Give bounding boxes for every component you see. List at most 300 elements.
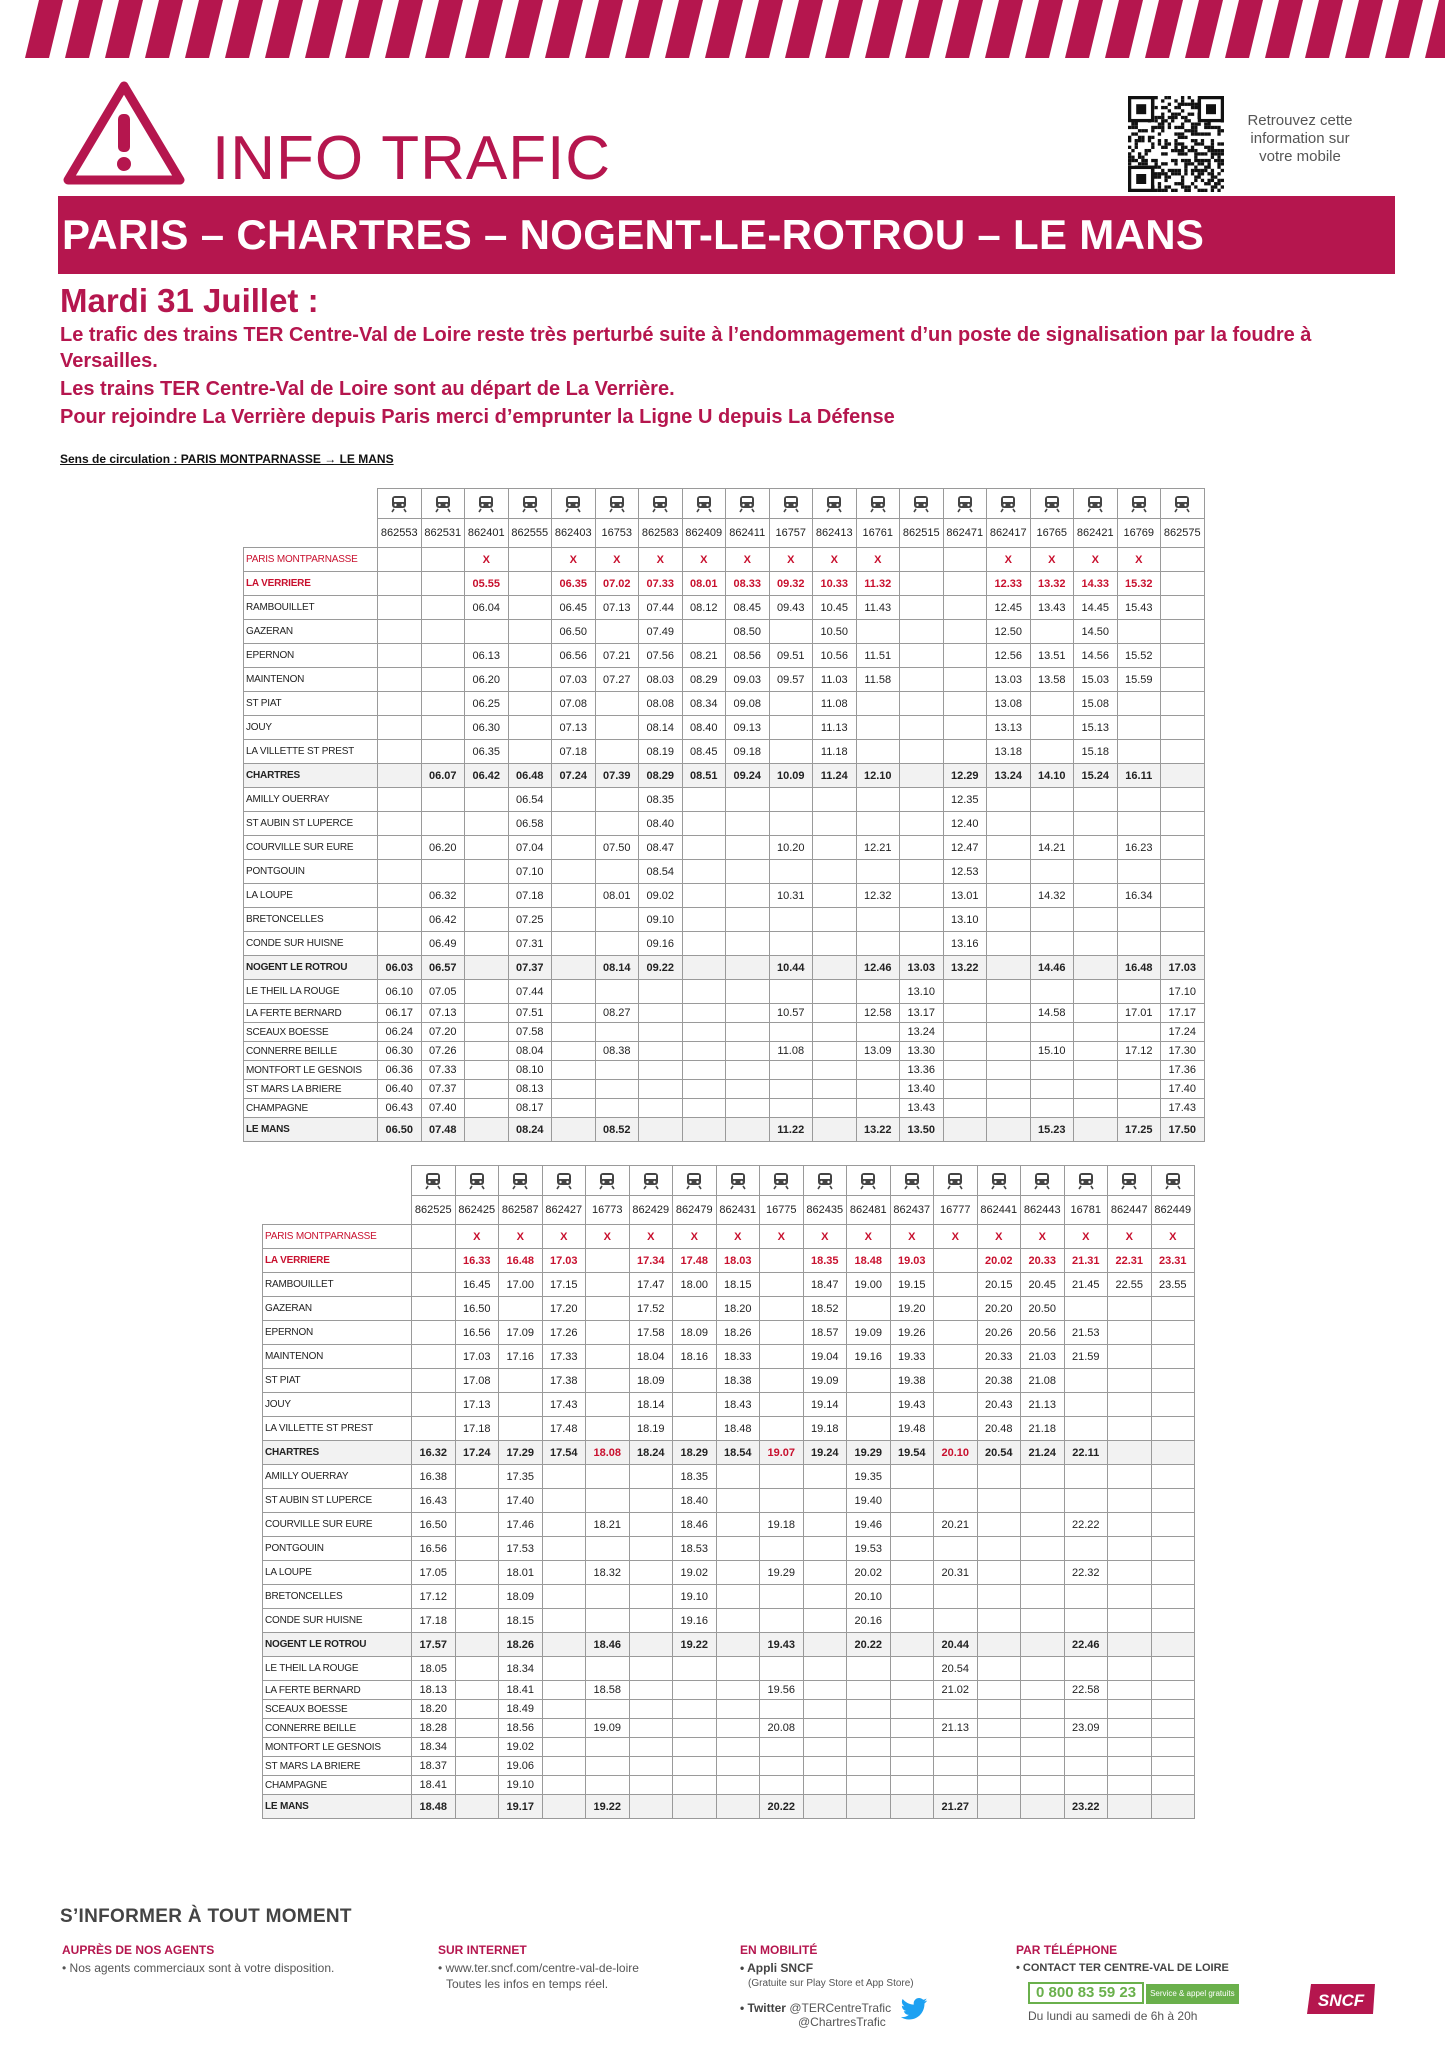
time-cell — [586, 1609, 630, 1633]
time-cell — [977, 1561, 1021, 1585]
qr-code[interactable] — [1128, 96, 1224, 192]
time-cell — [760, 1369, 804, 1393]
time-cell — [552, 1061, 596, 1080]
time-cell: 17.52 — [629, 1297, 673, 1321]
time-cell: 18.08 — [586, 1441, 630, 1465]
time-cell: 22.32 — [1064, 1561, 1108, 1585]
time-cell: 12.33 — [987, 572, 1031, 596]
time-cell: 16.34 — [1117, 884, 1161, 908]
time-cell — [726, 1004, 770, 1023]
train-number: 862429 — [629, 1196, 673, 1225]
time-cell — [1064, 1537, 1108, 1561]
time-cell: X — [1117, 548, 1161, 572]
time-cell — [1030, 932, 1074, 956]
time-cell — [726, 812, 770, 836]
time-cell — [726, 932, 770, 956]
time-cell: 19.33 — [890, 1345, 934, 1369]
time-cell — [1021, 1513, 1065, 1537]
time-cell — [1074, 956, 1118, 980]
time-cell — [987, 1004, 1031, 1023]
train-icon-cell — [1151, 1166, 1195, 1196]
station-name: BRETONCELLES — [244, 908, 378, 932]
time-cell: 18.26 — [499, 1633, 543, 1657]
time-cell — [1074, 860, 1118, 884]
time-cell: 17.30 — [1161, 1042, 1205, 1061]
direction-label: Sens de circulation : PARIS MONTPARNASSE → LE MANS — [60, 452, 394, 466]
time-cell: 17.34 — [629, 1249, 673, 1273]
time-cell: 19.48 — [890, 1417, 934, 1441]
time-cell: 18.46 — [586, 1633, 630, 1657]
time-cell — [1108, 1369, 1152, 1393]
twitter-handle-2[interactable]: @ChartresTrafic — [798, 2015, 886, 2029]
time-cell — [813, 1118, 857, 1142]
time-cell: 18.40 — [673, 1489, 717, 1513]
time-cell — [900, 572, 944, 596]
time-cell: 06.03 — [378, 956, 422, 980]
time-cell — [716, 1681, 760, 1700]
time-cell — [595, 620, 639, 644]
time-cell — [1074, 1042, 1118, 1061]
time-cell — [813, 860, 857, 884]
time-cell — [803, 1757, 847, 1776]
footer-phone — [1016, 1942, 1306, 2024]
twitter-label[interactable]: • Twitter — [740, 2001, 786, 2016]
time-cell: 19.53 — [847, 1537, 891, 1561]
time-cell — [943, 548, 987, 572]
time-cell — [639, 1023, 683, 1042]
time-cell — [412, 1417, 456, 1441]
time-cell — [378, 932, 422, 956]
timetable-row — [244, 692, 1205, 716]
time-cell: 08.47 — [639, 836, 683, 860]
time-cell — [1064, 1489, 1108, 1513]
time-cell — [1030, 1061, 1074, 1080]
time-cell — [1117, 788, 1161, 812]
train-icon-cell — [508, 489, 552, 519]
station-name: RAMBOUILLET — [263, 1273, 412, 1297]
time-cell: 19.15 — [890, 1273, 934, 1297]
timetable-row — [244, 644, 1205, 668]
time-cell — [987, 1023, 1031, 1042]
station-name: MAINTENON — [263, 1345, 412, 1369]
time-cell — [499, 1393, 543, 1417]
time-cell — [421, 596, 465, 620]
time-cell: 07.58 — [508, 1023, 552, 1042]
time-cell: 18.48 — [716, 1417, 760, 1441]
time-cell: 06.45 — [552, 596, 596, 620]
time-cell: 14.10 — [1030, 764, 1074, 788]
train-icon-cell — [673, 1166, 717, 1196]
info-trafic-title: INFO TRAFIC — [212, 124, 612, 193]
time-cell — [900, 692, 944, 716]
time-cell — [769, 692, 813, 716]
time-cell: 21.53 — [1064, 1321, 1108, 1345]
time-cell: 18.58 — [586, 1681, 630, 1700]
time-cell — [977, 1465, 1021, 1489]
train-number: 862409 — [682, 519, 726, 548]
app-label[interactable]: • Appli SNCF — [740, 1961, 814, 1975]
time-cell: 17.26 — [542, 1321, 586, 1345]
time-cell: 08.45 — [682, 740, 726, 764]
time-cell: X — [977, 1225, 1021, 1249]
time-cell — [378, 572, 422, 596]
time-cell: 17.50 — [1161, 1118, 1205, 1142]
time-cell: 08.56 — [726, 644, 770, 668]
time-cell — [552, 1004, 596, 1023]
time-cell — [716, 1609, 760, 1633]
train-icon-cell — [1108, 1166, 1152, 1196]
time-cell — [1161, 740, 1205, 764]
time-cell — [639, 1099, 683, 1118]
time-cell: 08.52 — [595, 1118, 639, 1142]
time-cell — [813, 956, 857, 980]
time-cell — [629, 1776, 673, 1795]
time-cell — [1030, 908, 1074, 932]
time-cell: 07.02 — [595, 572, 639, 596]
time-cell — [900, 716, 944, 740]
time-cell — [1151, 1561, 1195, 1585]
time-cell — [1161, 812, 1205, 836]
time-cell — [716, 1657, 760, 1681]
sncf-logo — [1305, 1980, 1379, 2018]
time-cell — [856, 716, 900, 740]
time-cell — [465, 836, 509, 860]
phone-hours: Du lundi au samedi de 6h à 20h — [1028, 2009, 1198, 2023]
time-cell — [890, 1757, 934, 1776]
time-cell — [629, 1719, 673, 1738]
time-cell — [421, 620, 465, 644]
time-cell: 08.27 — [595, 1004, 639, 1023]
time-cell: 15.03 — [1074, 668, 1118, 692]
time-cell — [673, 1738, 717, 1757]
time-cell: 17.10 — [1161, 980, 1205, 1004]
train-number: 862555 — [508, 519, 552, 548]
time-cell — [682, 1061, 726, 1080]
station-name: CONNERRE BEILLE — [263, 1719, 412, 1738]
time-cell: 08.50 — [726, 620, 770, 644]
station-name: LA FERTE BERNARD — [263, 1681, 412, 1700]
time-cell: 18.49 — [499, 1700, 543, 1719]
time-cell: 17.36 — [1161, 1061, 1205, 1080]
timetable-row — [263, 1609, 1195, 1633]
time-cell: 13.01 — [943, 884, 987, 908]
time-cell — [682, 1118, 726, 1142]
time-cell: 18.54 — [716, 1441, 760, 1465]
station-name: AMILLY OUERRAY — [244, 788, 378, 812]
train-number: 862435 — [803, 1196, 847, 1225]
timetable-row — [244, 596, 1205, 620]
train-icon — [597, 495, 638, 513]
time-cell: X — [629, 1225, 673, 1249]
time-cell — [595, 1080, 639, 1099]
time-cell — [1161, 908, 1205, 932]
station-name: CHAMPAGNE — [263, 1776, 412, 1795]
time-cell: 07.13 — [421, 1004, 465, 1023]
time-cell: 18.33 — [716, 1345, 760, 1369]
time-cell — [1108, 1609, 1152, 1633]
time-cell: X — [542, 1225, 586, 1249]
time-cell — [499, 1369, 543, 1393]
time-cell — [943, 620, 987, 644]
time-cell — [1030, 620, 1074, 644]
time-cell — [987, 1099, 1031, 1118]
time-cell — [726, 1042, 770, 1061]
time-cell — [1074, 1099, 1118, 1118]
station-name: SCEAUX BOESSE — [244, 1023, 378, 1042]
time-cell — [1108, 1757, 1152, 1776]
time-cell — [803, 1561, 847, 1585]
time-cell — [629, 1537, 673, 1561]
time-cell — [1021, 1681, 1065, 1700]
timetable-row — [244, 908, 1205, 932]
time-cell: 17.43 — [542, 1393, 586, 1417]
time-cell — [1161, 644, 1205, 668]
time-cell — [1151, 1700, 1195, 1719]
time-cell — [856, 1080, 900, 1099]
time-cell: X — [1108, 1225, 1152, 1249]
time-cell — [378, 740, 422, 764]
time-cell — [813, 1080, 857, 1099]
time-cell — [1064, 1700, 1108, 1719]
time-cell — [769, 860, 813, 884]
timetable-row — [263, 1225, 1195, 1249]
time-cell — [378, 596, 422, 620]
time-cell: 18.41 — [412, 1776, 456, 1795]
time-cell: 08.24 — [508, 1118, 552, 1142]
time-cell — [586, 1585, 630, 1609]
time-cell: 17.05 — [412, 1561, 456, 1585]
train-number: 862447 — [1108, 1196, 1152, 1225]
time-cell — [421, 692, 465, 716]
time-cell — [716, 1561, 760, 1585]
train-icon-cell — [421, 489, 465, 519]
time-cell — [455, 1561, 499, 1585]
train-icon-cell — [1030, 489, 1074, 519]
time-cell — [934, 1738, 978, 1757]
timetable-row — [244, 980, 1205, 1004]
time-cell: 09.43 — [769, 596, 813, 620]
time-cell — [716, 1585, 760, 1609]
time-cell — [934, 1489, 978, 1513]
time-cell — [586, 1345, 630, 1369]
time-cell: 06.25 — [465, 692, 509, 716]
time-cell — [412, 1369, 456, 1393]
time-cell — [673, 1719, 717, 1738]
train-number: 16761 — [856, 519, 900, 548]
time-cell — [542, 1489, 586, 1513]
train-icon — [423, 495, 464, 513]
time-cell: 13.24 — [900, 1023, 944, 1042]
time-cell — [934, 1465, 978, 1489]
time-cell: 12.32 — [856, 884, 900, 908]
timetable-row — [263, 1585, 1195, 1609]
train-number: 862443 — [1021, 1196, 1065, 1225]
time-cell — [412, 1225, 456, 1249]
time-cell: 11.03 — [813, 668, 857, 692]
twitter-handle-1[interactable]: @TERCentreTrafic — [789, 2001, 892, 2016]
time-cell: 16.43 — [412, 1489, 456, 1513]
time-cell: X — [856, 548, 900, 572]
footer — [60, 1906, 1400, 2029]
time-cell — [682, 1023, 726, 1042]
time-cell — [378, 812, 422, 836]
time-cell: 11.08 — [813, 692, 857, 716]
time-cell: 09.51 — [769, 644, 813, 668]
time-cell: 19.10 — [673, 1585, 717, 1609]
time-cell: 13.10 — [943, 908, 987, 932]
time-cell — [455, 1657, 499, 1681]
time-cell: 21.31 — [1064, 1249, 1108, 1273]
time-cell — [673, 1657, 717, 1681]
time-cell — [629, 1757, 673, 1776]
web-url[interactable]: • www.ter.sncf.com/centre-val-de-loire — [438, 1961, 639, 1975]
timetable-row — [263, 1249, 1195, 1273]
timetable-row — [263, 1776, 1195, 1795]
time-cell: 22.22 — [1064, 1513, 1108, 1537]
time-cell — [900, 908, 944, 932]
train-icon — [814, 495, 855, 513]
time-cell — [465, 980, 509, 1004]
time-cell: 18.46 — [673, 1513, 717, 1537]
time-cell — [1161, 596, 1205, 620]
time-cell — [803, 1681, 847, 1700]
time-cell — [542, 1513, 586, 1537]
time-cell — [673, 1297, 717, 1321]
time-cell — [412, 1345, 456, 1369]
time-cell: 08.14 — [639, 716, 683, 740]
time-cell — [499, 1417, 543, 1441]
time-cell — [586, 1273, 630, 1297]
time-cell — [1151, 1776, 1195, 1795]
train-number: 16775 — [760, 1196, 804, 1225]
time-cell: 17.13 — [455, 1393, 499, 1417]
time-cell — [682, 884, 726, 908]
time-cell: 12.40 — [943, 812, 987, 836]
time-cell: 13.51 — [1030, 644, 1074, 668]
notice-date: Mardi 31 Juillet : — [60, 282, 319, 319]
time-cell — [378, 668, 422, 692]
time-cell — [760, 1417, 804, 1441]
timetable-row — [244, 1118, 1205, 1142]
time-cell: 19.22 — [673, 1633, 717, 1657]
time-cell — [673, 1776, 717, 1795]
time-cell — [1117, 620, 1161, 644]
time-cell — [813, 908, 857, 932]
time-cell: 08.12 — [682, 596, 726, 620]
time-cell: X — [726, 548, 770, 572]
time-cell — [639, 980, 683, 1004]
train-icon-cell — [900, 489, 944, 519]
time-cell: 21.03 — [1021, 1345, 1065, 1369]
timetable-row — [244, 788, 1205, 812]
time-cell: 18.09 — [499, 1585, 543, 1609]
time-cell — [682, 1080, 726, 1099]
time-cell — [1064, 1757, 1108, 1776]
time-cell — [1151, 1369, 1195, 1393]
time-cell — [682, 1042, 726, 1061]
time-cell: 20.33 — [977, 1345, 1021, 1369]
timetable-row — [244, 548, 1205, 572]
time-cell: 20.44 — [934, 1633, 978, 1657]
time-cell: 07.18 — [552, 740, 596, 764]
time-cell — [412, 1249, 456, 1273]
time-cell: 23.09 — [1064, 1719, 1108, 1738]
time-cell: 11.32 — [856, 572, 900, 596]
time-cell: 20.54 — [934, 1657, 978, 1681]
time-cell — [943, 1004, 987, 1023]
station-name: SCEAUX BOESSE — [263, 1700, 412, 1719]
train-icon-cell — [1117, 489, 1161, 519]
time-cell: 08.10 — [508, 1061, 552, 1080]
train-icon — [945, 495, 986, 513]
time-cell — [1108, 1738, 1152, 1757]
time-cell — [552, 1080, 596, 1099]
time-cell: 19.16 — [673, 1609, 717, 1633]
station-name: MONTFORT LE GESNOIS — [263, 1738, 412, 1757]
time-cell: 08.14 — [595, 956, 639, 980]
time-cell — [1074, 1118, 1118, 1142]
time-cell: 17.57 — [412, 1633, 456, 1657]
time-cell — [1074, 836, 1118, 860]
station-name: LA LOUPE — [244, 884, 378, 908]
time-cell — [378, 836, 422, 860]
time-cell: 20.20 — [977, 1297, 1021, 1321]
time-cell — [1021, 1465, 1065, 1489]
time-cell: 19.38 — [890, 1369, 934, 1393]
time-cell: 19.46 — [847, 1513, 891, 1537]
time-cell: 06.24 — [378, 1023, 422, 1042]
time-cell: 08.38 — [595, 1042, 639, 1061]
timetable-row — [244, 1042, 1205, 1061]
time-cell: X — [1064, 1225, 1108, 1249]
time-cell: 15.13 — [1074, 716, 1118, 740]
time-cell — [934, 1757, 978, 1776]
time-cell: 08.03 — [639, 668, 683, 692]
time-cell: 07.13 — [552, 716, 596, 740]
phone-number[interactable]: 0 800 83 59 23 — [1028, 1982, 1144, 2004]
train-icon-cell — [682, 489, 726, 519]
time-cell — [465, 956, 509, 980]
timetable-row — [263, 1273, 1195, 1297]
train-icon-cell — [1021, 1166, 1065, 1196]
train-number: 16773 — [586, 1196, 630, 1225]
timetable-row — [263, 1441, 1195, 1465]
time-cell — [455, 1585, 499, 1609]
station-name: GAZERAN — [263, 1297, 412, 1321]
time-cell — [1074, 788, 1118, 812]
time-cell: 08.13 — [508, 1080, 552, 1099]
train-icon — [1066, 1172, 1107, 1190]
time-cell — [716, 1633, 760, 1657]
time-cell — [465, 1042, 509, 1061]
time-cell: 10.09 — [769, 764, 813, 788]
station-name: ST MARS LA BRIERE — [244, 1080, 378, 1099]
time-cell: 17.48 — [542, 1417, 586, 1441]
time-cell — [1117, 692, 1161, 716]
time-cell — [508, 572, 552, 596]
time-cell — [465, 1061, 509, 1080]
train-icon-cell — [412, 1166, 456, 1196]
time-cell: 13.32 — [1030, 572, 1074, 596]
time-cell: 10.56 — [813, 644, 857, 668]
time-cell: 07.03 — [552, 668, 596, 692]
train-number: 862515 — [900, 519, 944, 548]
time-cell — [542, 1681, 586, 1700]
time-cell — [1151, 1297, 1195, 1321]
time-cell — [977, 1776, 1021, 1795]
timetable-row — [244, 1004, 1205, 1023]
time-cell: 13.09 — [856, 1042, 900, 1061]
